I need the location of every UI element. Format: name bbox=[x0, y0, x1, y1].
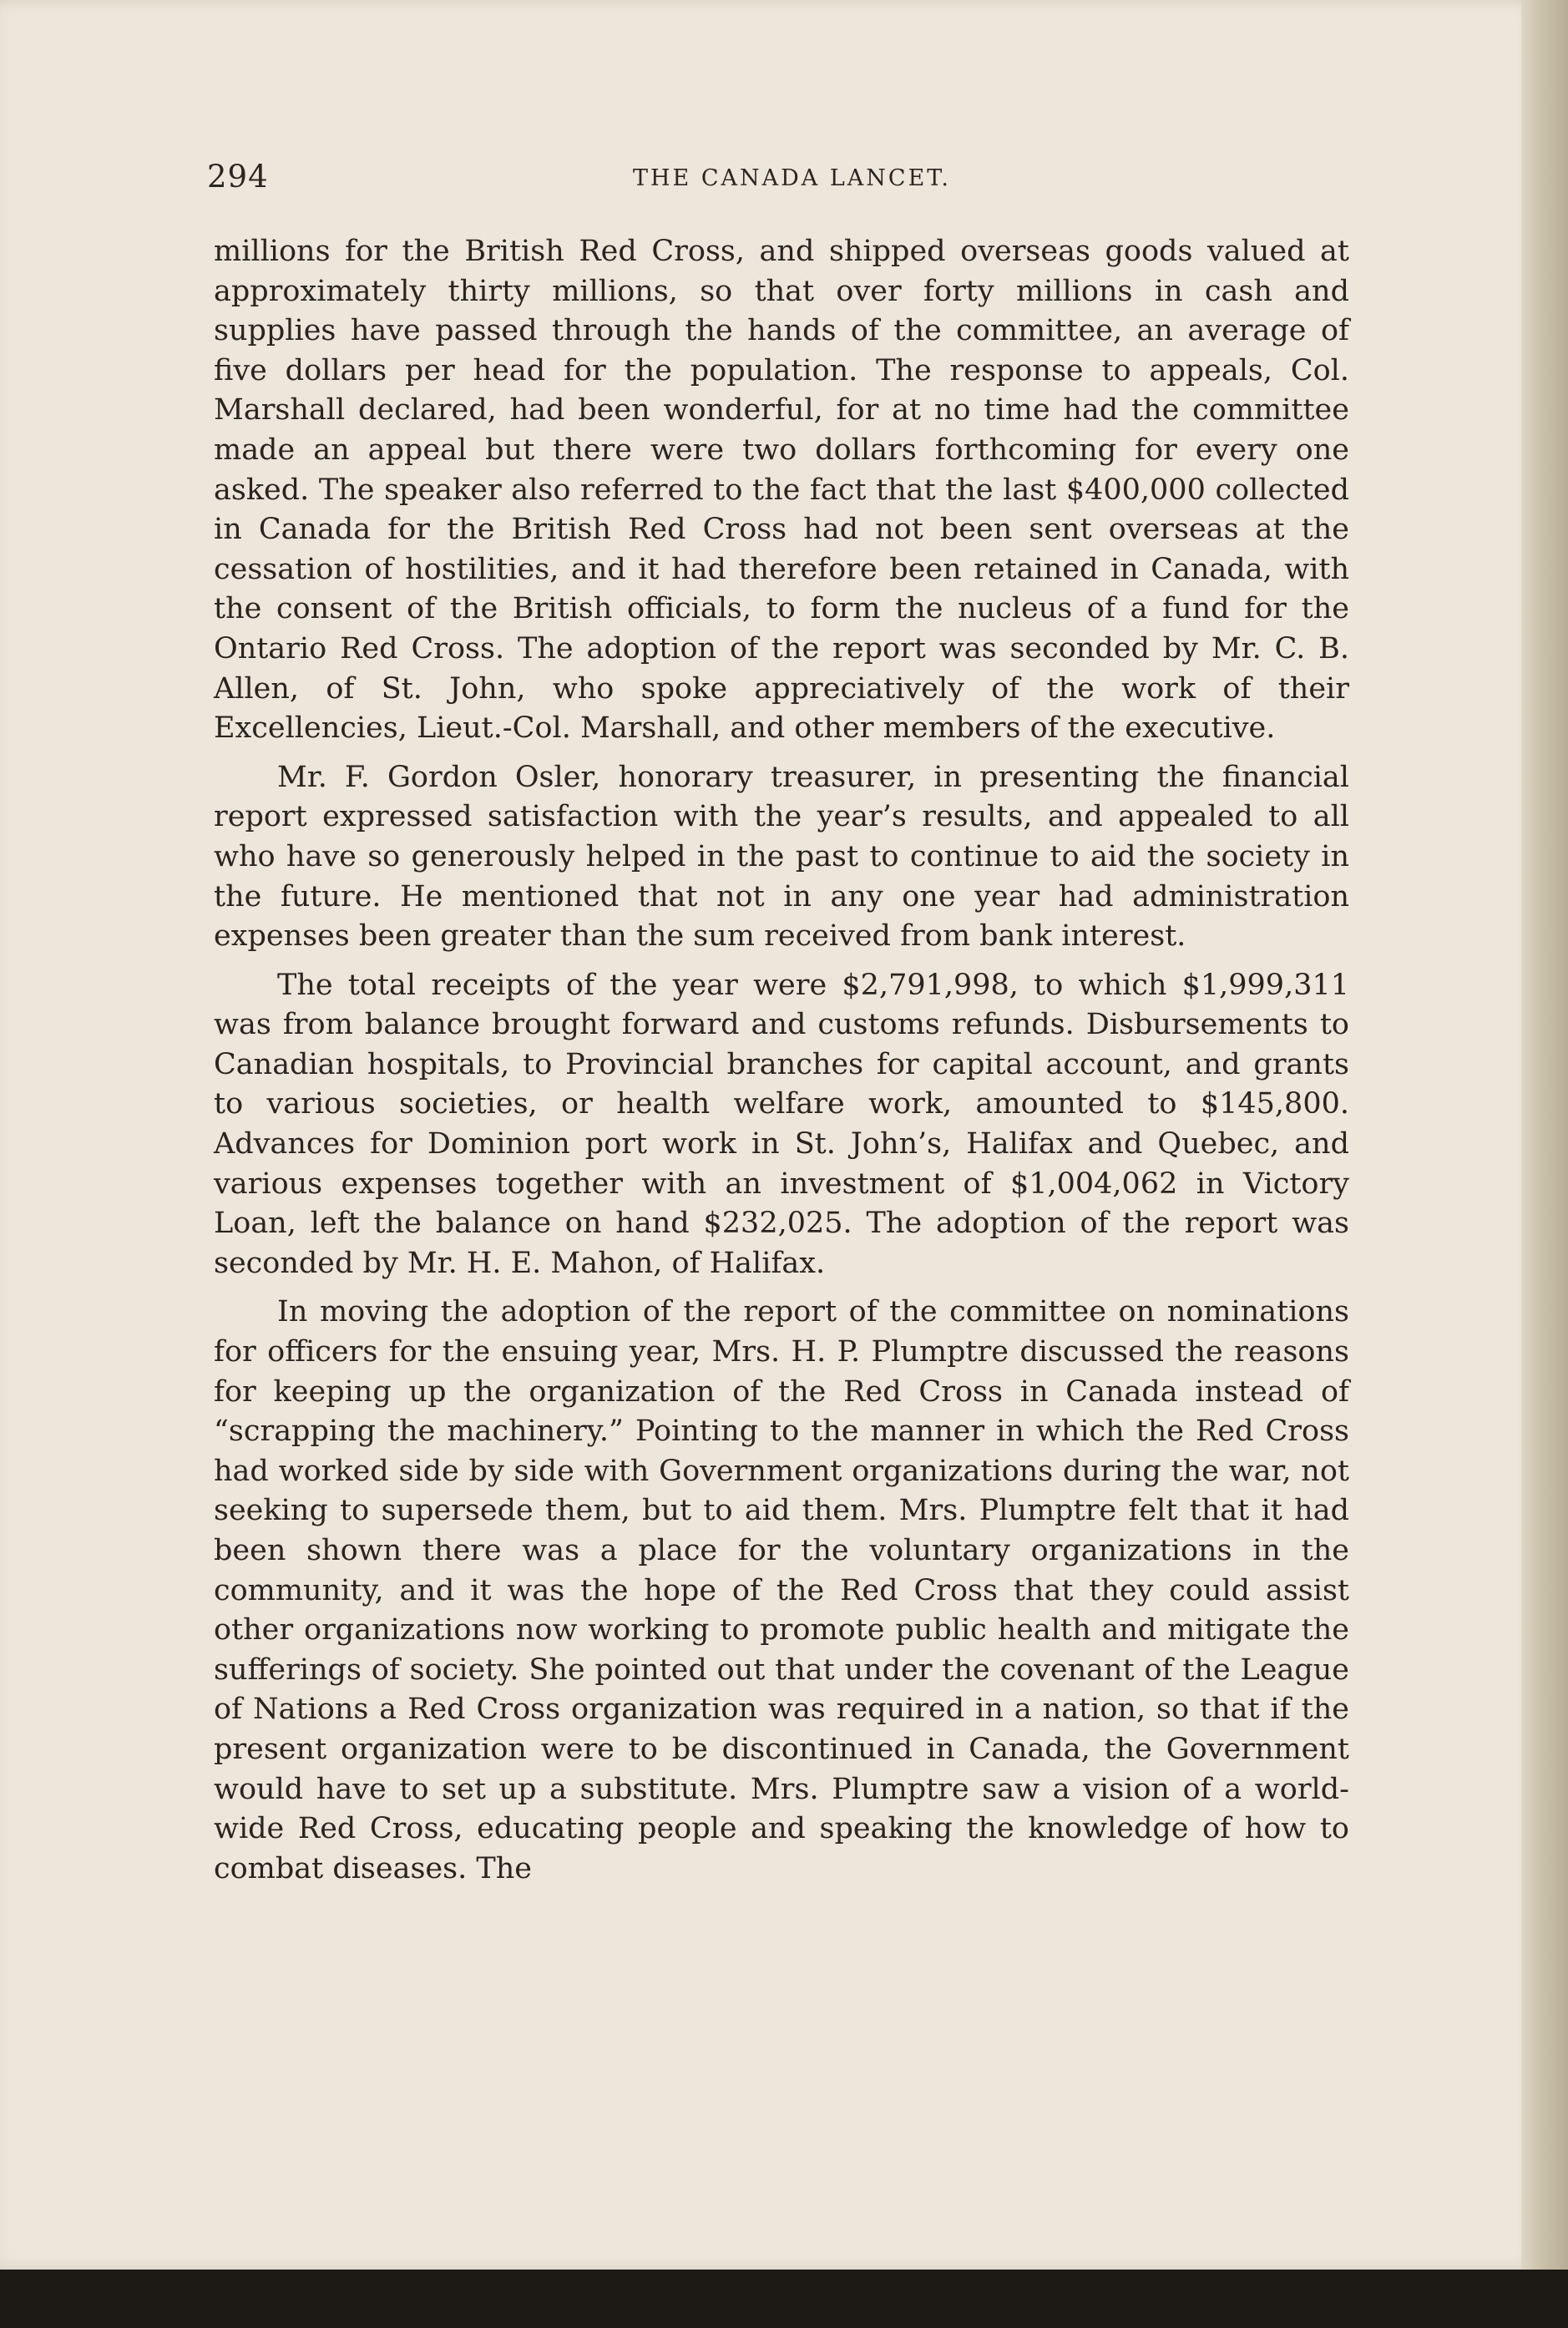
scan-border bbox=[0, 2270, 1568, 2328]
paragraph-nominations: In moving the adoption of the report of the committee on nominations for officers for the ensuing year, Mrs. H. P. Plumptre discussed the reasons for keeping up the organization of the Red Cross in Canada instead of “scrapping the machinery.” Pointing to the manner in which the Red Cross had worked side by side with Government organizations during the war, not seeking to supersede them, but to aid them. Mrs. Plumptre felt that it had been shown there was a place for the voluntary organizations in the community, and it was the hope of the Red Cross that they could assist other organizations now working to promote public health and mitigate the sufferings of society. She pointed out that under the covenant of the League of Nations a Red Cross organization was required in a nation, so that if the present organization were to be discontinued in Canada, the Government would have to set up a substitute. Mrs. Plumptre saw a vision of a world-wide Red Cross, educating people and speaking the knowledge of how to combat diseases. The bbox=[214, 1295, 1349, 1885]
page-header bbox=[207, 159, 1359, 209]
paragraph-red-cross-funds: millions for the British Red Cross, and shipped overseas goods valued at approximately thirty millions, so that over forty millions in cash and supplies have passed through the hands of the committee, an average of five dollars per head for the population. The response to appeals, Col. Marshall declared, had been wonderful, for at no time had the committee made an appeal but there were two dollars forthcoming for every one asked. The speaker also referred to the fact that the last $400,000 collected in Canada for the British Red Cross had not been sent overseas at the cessation of hostilities, and it had therefore been retained in Canada, with the consent of the British officials, to form the nucleus of a fund for the Ontario Red Cross. The adoption of the report was seconded by Mr. C. B. Allen, of St. John, who spoke appreciatively of the work of their Excellencies, Lieut.-Col. Marshall, and other members of the executive. bbox=[214, 235, 1349, 746]
running-title: THE CANADA LANCET. bbox=[633, 165, 951, 191]
book-gutter-edge bbox=[1521, 0, 1568, 2270]
page-number: 294 bbox=[207, 159, 269, 195]
paragraph-receipts: The total receipts of the year were $2,791,998, to which $1,999,311 was from balance brought forward and customs refunds. Disbursements to Canadian hospitals, to Provincial branches for capital account, and grants to various societies, or health welfare work, amounted to $145,800. Advances for Dominion port work in St. John’s, Halifax and Quebec, and various expenses together with an investment of $1,004,062 in Victory Loan, left the balance on hand $232,025. The adoption of the report was seconded by Mr. H. E. Mahon, of Halifax. bbox=[214, 968, 1349, 1280]
paragraph-treasurer-report: Mr. F. Gordon Osler, honorary treasurer, in presenting the financial report expressed satisfaction with the year’s results, and appealed to all who have so generously helped in the past to continue to aid the society in the future. He mentioned that not in any one year had administration expenses been greater than the sum received from bank interest. bbox=[214, 760, 1349, 954]
article-body bbox=[214, 232, 1349, 1898]
